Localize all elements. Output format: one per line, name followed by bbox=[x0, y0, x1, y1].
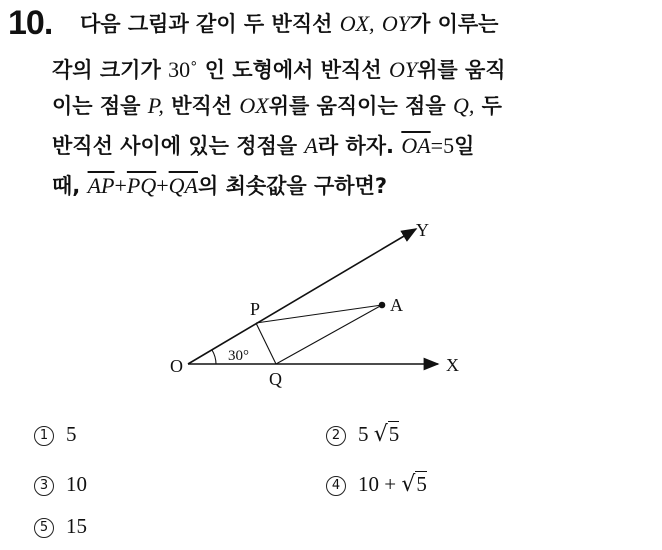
choice-4-radicand: 5 bbox=[416, 472, 427, 496]
point-a-dot bbox=[379, 302, 386, 309]
choice-3[interactable] bbox=[34, 472, 87, 497]
q3-text-a: 이는 점을 bbox=[52, 94, 141, 118]
q3-point-p: P, bbox=[147, 93, 164, 118]
label-q: Q bbox=[269, 369, 282, 389]
sqrt-icon: √ bbox=[401, 472, 416, 497]
q5-plus-2: + bbox=[156, 173, 169, 198]
segment-pq bbox=[256, 323, 276, 364]
q4-text-a: 반직선 사이에 있는 정점을 bbox=[52, 134, 298, 158]
q3-text-c: 위를 움직이는 점을 bbox=[268, 94, 446, 118]
q4-point-a: A bbox=[304, 133, 318, 158]
label-p: P bbox=[250, 299, 261, 319]
question-line-2 bbox=[52, 54, 506, 84]
geometry-diagram bbox=[150, 212, 480, 397]
q5-segment-ap: $\overline{AP}$ bbox=[87, 173, 115, 198]
q4-equals: =5 bbox=[430, 133, 455, 158]
question-number: 10. bbox=[8, 4, 53, 42]
choice-1[interactable] bbox=[34, 422, 77, 447]
q4-text-b: 라 하자. bbox=[317, 134, 395, 158]
segment-qa bbox=[276, 305, 382, 364]
choice-4-prefix: 10 + bbox=[358, 472, 397, 496]
choice-5[interactable] bbox=[34, 514, 87, 539]
q3-text-d: 두 bbox=[481, 94, 502, 118]
q2-text-c: 위를 움직 bbox=[417, 58, 506, 82]
q5-segment-pq: $\overline{PQ}$ bbox=[126, 173, 157, 198]
q5-text-b: 의 최솟값을 구하면? bbox=[197, 174, 388, 198]
label-o: O bbox=[170, 356, 183, 376]
q5-plus-1: + bbox=[114, 173, 127, 198]
q5-text-a: 때, bbox=[52, 174, 81, 198]
choice-2[interactable] bbox=[326, 422, 399, 447]
sqrt-icon: √ bbox=[373, 422, 388, 447]
question-line-3 bbox=[52, 90, 502, 120]
choice-1-value: 5 bbox=[66, 422, 77, 446]
q1-text-a: 다음 그림과 같이 두 반직선 bbox=[80, 12, 333, 36]
q1-ray-ox: OX, bbox=[339, 11, 375, 36]
q4-text-c: 일 bbox=[454, 134, 475, 158]
q1-text-b: 가 이루는 bbox=[409, 12, 499, 36]
choice-5-value: 15 bbox=[66, 514, 87, 538]
choice-4-marker: 4 bbox=[326, 476, 346, 496]
ray-oy bbox=[188, 229, 416, 364]
q2-angle: 30˚ bbox=[168, 57, 198, 82]
q2-ray-oy: OY bbox=[388, 57, 418, 82]
segment-pa bbox=[256, 305, 382, 323]
q5-segment-qa: $\overline{QA}$ bbox=[168, 173, 198, 198]
label-angle: 30° bbox=[228, 348, 249, 364]
q2-text-a: 각의 크기가 bbox=[52, 58, 161, 82]
question-line-4 bbox=[52, 130, 474, 160]
choice-3-marker: 3 bbox=[34, 476, 54, 496]
q1-ray-oy: OY bbox=[381, 11, 410, 36]
label-x: X bbox=[446, 355, 459, 375]
q2-text-b: 인 도형에서 반직선 bbox=[204, 58, 382, 82]
choice-2-radicand: 5 bbox=[388, 422, 400, 446]
choice-2-coefficient: 5 bbox=[358, 422, 369, 446]
q3-ray-ox: OX bbox=[239, 93, 269, 118]
q4-segment-oa: $\overline{OA}$ bbox=[401, 133, 431, 158]
question-line-1 bbox=[80, 8, 498, 38]
choice-2-marker: 2 bbox=[326, 426, 346, 446]
q3-text-b: 반직선 bbox=[171, 94, 233, 118]
q3-point-q: Q, bbox=[452, 93, 475, 118]
choice-5-marker: 5 bbox=[34, 518, 54, 538]
angle-arc bbox=[212, 350, 216, 364]
label-a: A bbox=[390, 295, 403, 315]
label-y: Y bbox=[416, 220, 429, 240]
choice-1-marker: 1 bbox=[34, 426, 54, 446]
choice-4[interactable] bbox=[326, 472, 427, 497]
choice-3-value: 10 bbox=[66, 472, 87, 496]
question-line-5 bbox=[52, 170, 387, 200]
